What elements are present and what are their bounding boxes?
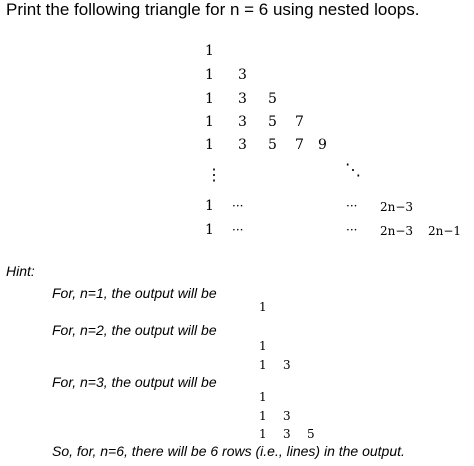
hint-example-text: For, n=1, the output will be: [52, 285, 217, 301]
triangle-cell: 3: [238, 67, 247, 83]
triangle-cell: 1: [205, 222, 214, 238]
triangle-cell: 1: [205, 198, 214, 214]
problem-title: Print the following triangle for n = 6 using nested loops.: [6, 0, 420, 19]
hint-example-text: For, n=3, the output will be: [52, 374, 217, 390]
triangle-cell: 1: [205, 91, 214, 107]
hint-label: Hint:: [6, 263, 35, 279]
hint-cell: 1: [259, 358, 267, 372]
triangle-cell: 9: [318, 137, 327, 153]
triangle-cell: 2n−3: [380, 224, 414, 238]
hint-cell: 3: [283, 358, 291, 372]
triangle-cell: 2n−1: [428, 224, 462, 238]
triangle-cell: 5: [268, 114, 277, 130]
hint-cell: 1: [259, 390, 267, 404]
triangle-cell: 1: [205, 114, 214, 130]
horizontal-dots: ···: [346, 223, 358, 237]
hint-cell: 1: [259, 300, 267, 314]
triangle-cell: 2n−3: [380, 200, 414, 214]
triangle-cell: 1: [205, 43, 214, 59]
triangle-cell: 1: [205, 137, 214, 153]
hint-cell: 1: [259, 339, 267, 353]
triangle-cell: 7: [295, 137, 304, 153]
hint-cell: 3: [283, 409, 291, 423]
triangle-cell: 3: [238, 91, 247, 107]
triangle-cell: 7: [295, 114, 304, 130]
horizontal-dots: ···: [346, 199, 358, 213]
horizontal-dots: ···: [232, 223, 244, 237]
hint-cell: 3: [283, 427, 291, 441]
triangle-cell: 5: [268, 91, 277, 107]
triangle-cell: 3: [238, 137, 247, 153]
triangle-cell: 5: [268, 137, 277, 153]
hint-cell: 1: [259, 427, 267, 441]
hint-example-text: For, n=2, the output will be: [52, 322, 217, 338]
horizontal-dots: ···: [232, 199, 244, 213]
hint-cell: 1: [259, 409, 267, 423]
hint-conclusion: So, for, n=6, there will be 6 rows (i.e., lines) in the output.: [52, 443, 405, 459]
hint-cell: 5: [307, 427, 315, 441]
triangle-cell: 1: [205, 67, 214, 83]
triangle-cell: 3: [238, 114, 247, 130]
diagonal-dots: ⋱: [345, 160, 361, 179]
vertical-dots: ⋮: [206, 165, 222, 184]
